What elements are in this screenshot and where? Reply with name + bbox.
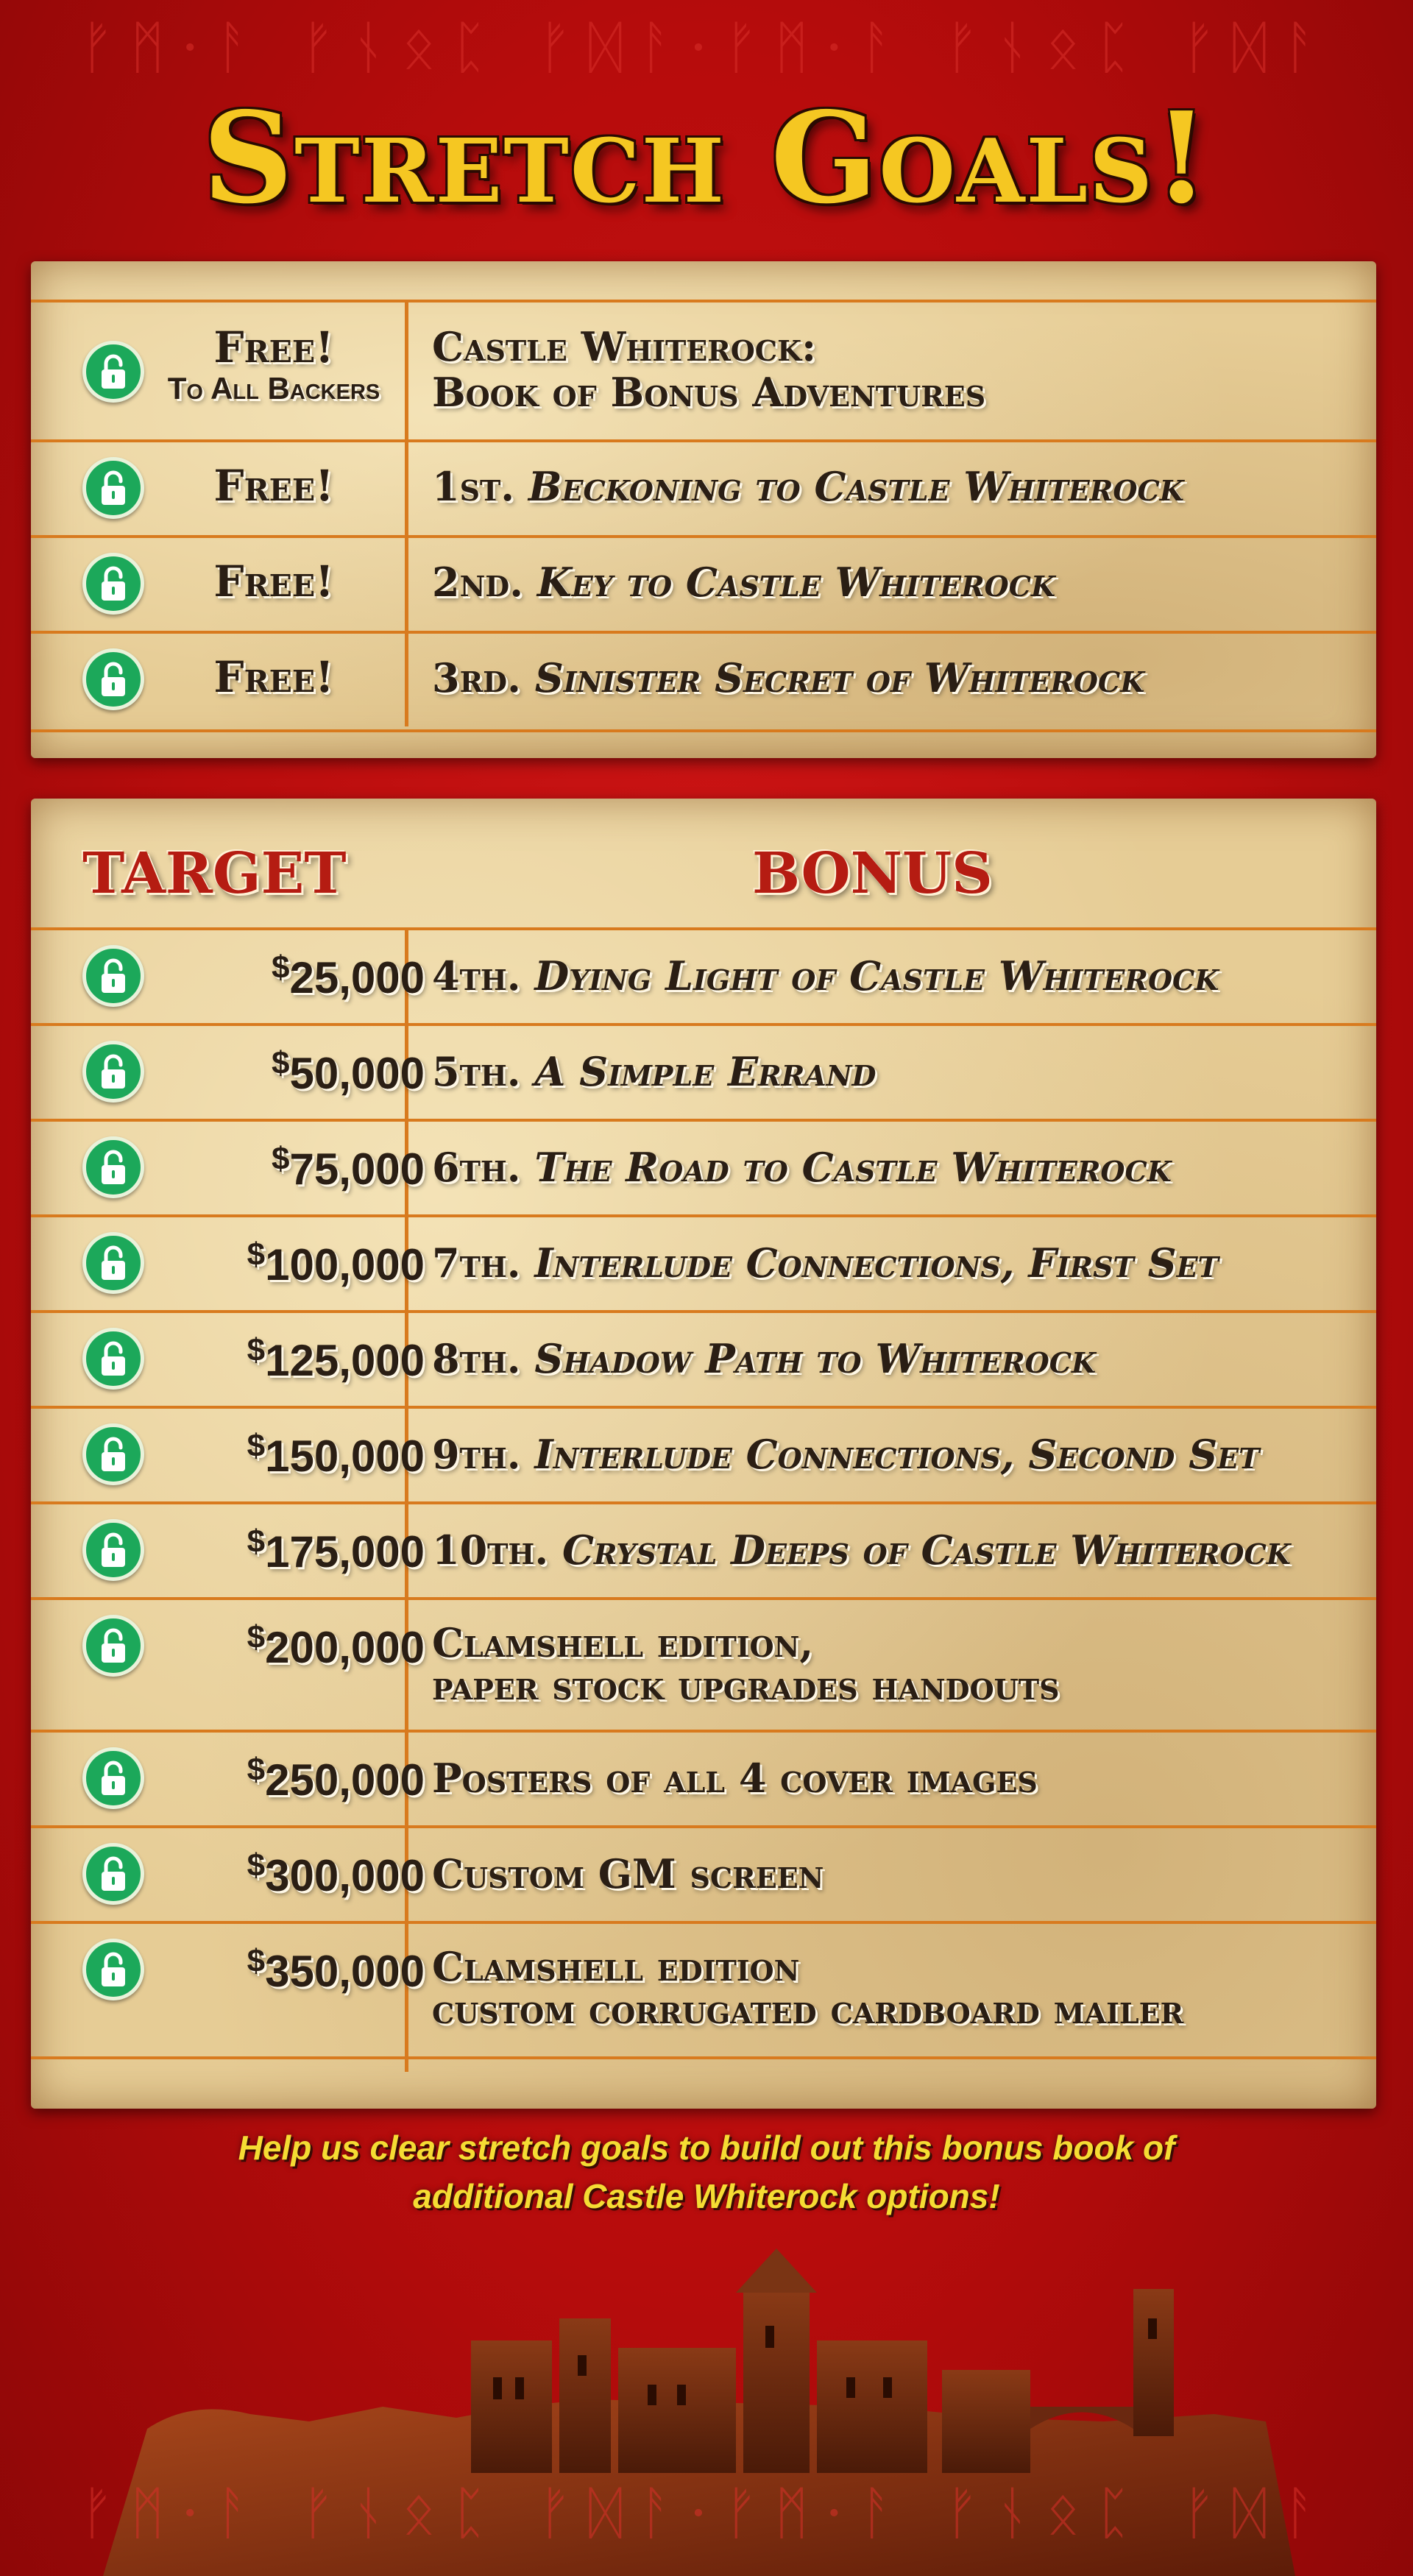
currency-symbol: $ [247,1428,266,1464]
bonus-ordinal: 8th. [432,1335,521,1382]
reward-price-sublabel: To All Backers [167,371,380,406]
bonus-title [432,560,1367,604]
call-to-action-text [0,2123,1413,2221]
unlocked-padlock-icon [82,1939,144,2000]
free-row [31,535,1376,634]
goal-amount: $25,000 [272,949,425,1002]
goal-row [31,1501,1376,1600]
goal-row [31,1406,1376,1504]
bonus-title-line1: Castle Whiterock: [432,323,817,370]
unlocked-padlock-icon [82,1328,144,1390]
bonus-description-line1: Custom GM screen [432,1850,824,1897]
unlocked-padlock-icon [82,553,144,615]
footer-line1: Help us clear stretch goals to build out this bonus book of [238,2129,1175,2167]
reward-price-label: Free! [213,461,334,511]
decorative-runes-bottom: ᚠᛗ·ᚨ ᚠᚾᛟᛈ ᚠᛞᚨ·ᚠᛗ·ᚨ ᚠᚾᛟᛈ ᚠᛞᚨ [79,2480,1334,2547]
goal-row [31,1023,1376,1122]
reward-price-label: Free! [213,652,334,702]
bonus-ordinal: 3rd. [432,654,521,701]
target-column-header: target [82,817,347,912]
bonus-module-title: Interlude Connections, Second Set [534,1431,1260,1478]
bonus-description-line2: custom corrugated cardboard mailer [432,1986,1184,2033]
bonus-module-title: A Simple Errand [534,1048,877,1095]
stretch-goals-panel [31,799,1376,2109]
bonus-module-title: Sinister Secret of Whiterock [534,654,1145,701]
free-row [31,300,1376,442]
bonus-module-title: Key to Castle Whiterock [536,559,1056,606]
footer-line2: additional Castle Whiterock options! [413,2177,1000,2215]
bonus-module-title: Shadow Path to Whiterock [534,1335,1096,1382]
goal-row [31,1310,1376,1409]
bonus-module-title: Crystal Deeps of Castle Whiterock [562,1526,1291,1574]
bonus-description-line1: Clamshell edition [432,1943,800,1990]
page-title: Stretch Goals! [202,85,1211,232]
unlocked-padlock-icon [82,1041,144,1103]
bonus-title [432,1432,1367,1476]
bonus-title [432,1145,1367,1189]
bonus-ordinal: 6th. [432,1144,521,1191]
bonus-description-line1: Clamshell edition, [432,1619,814,1666]
goal-amount: $50,000 [272,1045,425,1098]
unlocked-padlock-icon [82,1615,144,1677]
currency-symbol: $ [272,949,290,986]
goal-amount: $125,000 [247,1332,425,1385]
bonus-title [432,656,1367,700]
unlocked-padlock-icon [82,341,144,403]
reward-price-label: Free! [213,556,334,606]
unlocked-padlock-icon [82,457,144,519]
goal-amount: $250,000 [247,1752,425,1805]
bonus-title [432,954,1367,998]
currency-symbol: $ [247,1847,266,1883]
bonus-ordinal: 9th. [432,1431,521,1478]
free-row [31,439,1376,538]
bonus-ordinal: 5th. [432,1048,521,1095]
bonus-column-header: bonus [752,817,993,912]
decorative-runes-top: ᚠᛗ·ᚨ ᚠᚾᛟᛈ ᚠᛞᚨ·ᚠᛗ·ᚨ ᚠᚾᛟᛈ ᚠᛞᚨ [79,15,1334,81]
bonus-description-line2: paper stock upgrades handouts [432,1662,1060,1709]
free-rewards-panel [31,261,1376,758]
goal-row [31,1825,1376,1924]
goal-row [31,1119,1376,1217]
bonus-module-title: Interlude Connections, First Set [534,1239,1219,1287]
unlocked-padlock-icon [82,1843,144,1905]
bonus-module-title: Beckoning to Castle Whiterock [528,463,1184,510]
unlocked-padlock-icon [82,1232,144,1294]
currency-symbol: $ [272,1045,290,1081]
free-row [31,631,1376,732]
currency-symbol: $ [247,1236,266,1273]
bonus-title [432,464,1367,509]
currency-symbol: $ [247,1943,266,1979]
unlocked-padlock-icon [82,1423,144,1485]
unlocked-padlock-icon [82,945,144,1007]
goal-amount: $175,000 [247,1524,425,1577]
goal-row [31,1214,1376,1313]
bonus-title [432,1337,1367,1381]
bonus-title [432,1528,1367,1572]
currency-symbol: $ [247,1332,266,1368]
bonus-ordinal: 1st. [432,463,515,510]
goal-amount: $300,000 [247,1847,425,1900]
goal-amount: $75,000 [272,1141,425,1194]
goal-amount: $350,000 [247,1943,425,1996]
currency-symbol: $ [247,1524,266,1560]
goal-row [31,927,1376,1026]
reward-price-label: Free! [213,322,334,372]
currency-symbol: $ [247,1752,266,1788]
currency-symbol: $ [247,1619,266,1655]
bonus-ordinal: 10th. [432,1526,549,1574]
goal-amount: $200,000 [247,1619,425,1672]
unlocked-padlock-icon [82,1136,144,1198]
bonus-title-line2: Book of Bonus Adventures [432,369,986,416]
bonus-module-title: Dying Light of Castle Whiterock [534,952,1219,999]
goal-row [31,1597,1376,1733]
bonus-title [432,1241,1367,1285]
bonus-title [432,1050,1367,1094]
goal-amount: $150,000 [247,1428,425,1481]
goal-amount: $100,000 [247,1236,425,1289]
bonus-ordinal: 4th. [432,952,521,999]
currency-symbol: $ [272,1141,290,1177]
bonus-ordinal: 2nd. [432,559,524,606]
bonus-module-title: The Road to Castle Whiterock [534,1144,1172,1191]
unlocked-padlock-icon [82,1747,144,1809]
bonus-ordinal: 7th. [432,1239,521,1287]
unlocked-padlock-icon [82,1519,144,1581]
unlocked-padlock-icon [82,648,144,710]
goal-row [31,1921,1376,2059]
goal-row [31,1730,1376,1828]
bonus-description-line1: Posters of all 4 cover images [432,1755,1038,1802]
